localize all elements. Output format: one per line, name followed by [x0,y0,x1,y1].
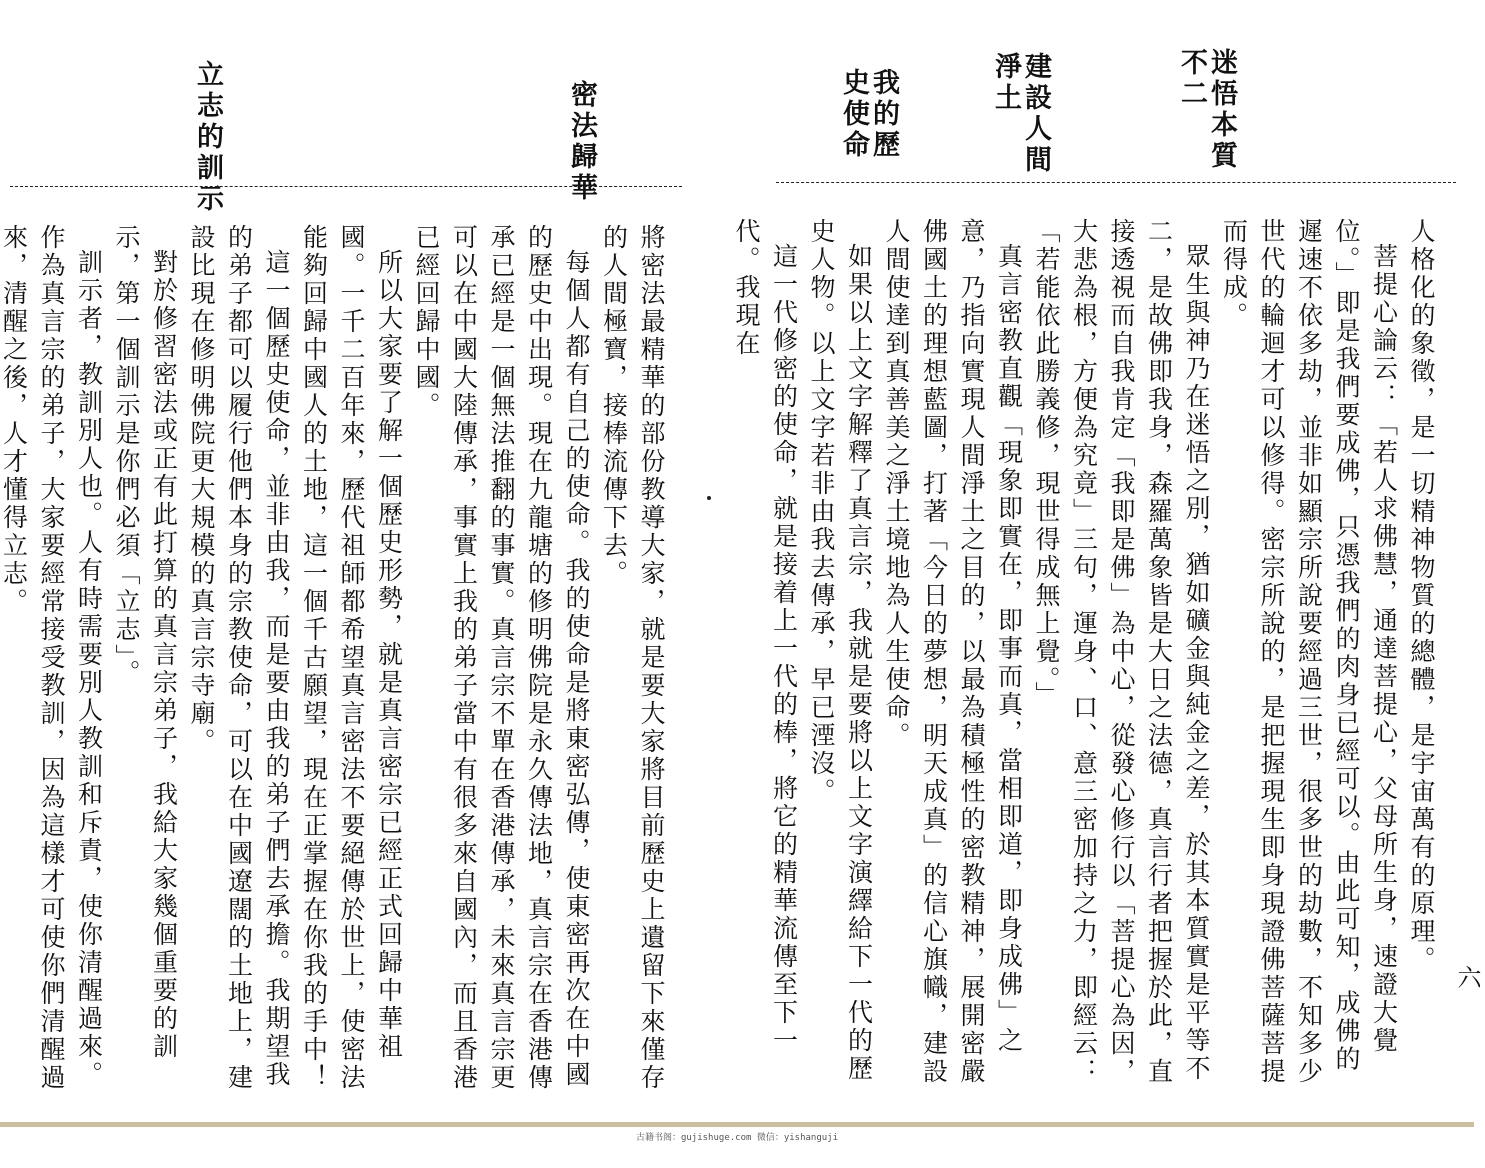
paragraph: 人格化的象徵，是一切精神物質的總體，是宇宙萬有的原理。 [1407,218,1436,974]
left-body-text [0,224,670,1104]
paragraph: 訓示者，教訓別人也。人有時需要別人教訓和斥責，使你清醒過來。作為真言宗的弟子，大家要經常接受教訓，因為這樣才可使你們清醒過來，清醒之後，人才懂得立志。 [0,224,104,1092]
paragraph: 如果以上文字解釋了真言宗，我就是要將以上文字演繹給下一代的歷史人物。以上文字若非由我去傳承，早已湮沒。 [807,218,874,1083]
paragraph: 這一代修密的使命，就是接着上一代的棒，將它的精華流傳至下一代。我現在 [732,218,799,1055]
section-heading-mission: 我的歷史使命 [838,68,899,161]
right-page [732,0,1474,1120]
paragraph: 菩提心論云：「若人求佛慧，通達菩提心，父母所生身，速證大覺位。」即是我們要成佛，只憑我們的肉身已經可以。由此可知，成佛的遲速不依多劫，並非如顯宗所說要經過三世，很多世的劫數，不知多少世代的輪迴才可以修得。密宗所說的，是把握現生即身現證佛菩薩菩提而得成。 [1219,218,1399,1086]
header-rule [10,186,682,187]
paragraph: 真言密教直觀「現象即實在，即事而真，當相即道，即身成佛」之意，乃指向實現人間淨土之目的，以最為積極性的密教精神，展開密嚴佛國土的理想藍圖，打著「今日的夢想，明天成真」的信心旗幟，建設人間使達到真善美之淨土境地為人生使命。 [882,218,1024,1086]
paragraph: 每個人都有自己的使命。我的使命是將東密弘傳，使東密再次在中國的歷史中出現。現在九龍塘的修明佛院是永久傳法地，真言宗在香港傳承已經是一個無法推翻的事實。真言宗不單在香港傳承，未來真言宗更可以在中國大陸傳承，事實上我的弟子當中有很多來自國內，而且香港已經回歸中國。 [412,224,591,1092]
section-heading-delusion: 迷悟本質不二 [1176,48,1237,172]
book-title: 密法歸華 [566,80,597,204]
paragraph: 眾生與神乃在迷悟之別，猶如礦金與純金之差，於其本質實是平等不二，是故佛即我身，森羅萬象皆是大日之法德，真言行者把握於此，直接透視而自我肯定「我即是佛」為中心，從發心修行以「菩提心為因，大悲為根，方便為究竟」三句，運身、口、意三密加持之力，即經云：「若能依此勝義修，現世得成無上覺。」 [1032,218,1211,1086]
section-heading-pure-land: 建設人間淨土 [990,52,1051,176]
left-page [0,0,700,1120]
chapter-title: 立志的訓示 [192,60,223,215]
page-bottom-band [0,1122,1474,1127]
paragraph: 將密法最精華的部份教導大家，就是要大家將目前歷史上遺留下來僅存的人間極寶，接棒流傳下去。 [599,224,666,1092]
ink-speck [707,496,711,500]
paragraph: 這一個歷史使命，並非由我，而是要由我的弟子們去承擔。我期望我的弟子都可以履行他們本身的宗教使命，可以在中國遼闊的土地上，建設比現在修明佛院更大規模的真言宗寺廟。 [187,224,291,1092]
page-number: 六 [1453,965,1481,989]
paragraph: 對於修習密法或正有此打算的真言宗弟子，我給大家幾個重要的訓示，第一個訓示是你們必須「立志」。 [112,224,179,1061]
footer-watermark-caption: 古籍书阁：gujishuge.com 微信：yishanguji [635,1133,839,1143]
right-body-text [732,218,1440,1098]
header-rule [776,182,1456,183]
paragraph: 所以大家要了解一個歷史形勢，就是真言密宗已經正式回歸中華祖國。一千二百年來，歷代祖師都希望真言密法不要絕傳於世上，使密法能夠回歸中國人的土地，這一個千古願望，現在正掌握在你我的手中！ [299,224,404,1092]
